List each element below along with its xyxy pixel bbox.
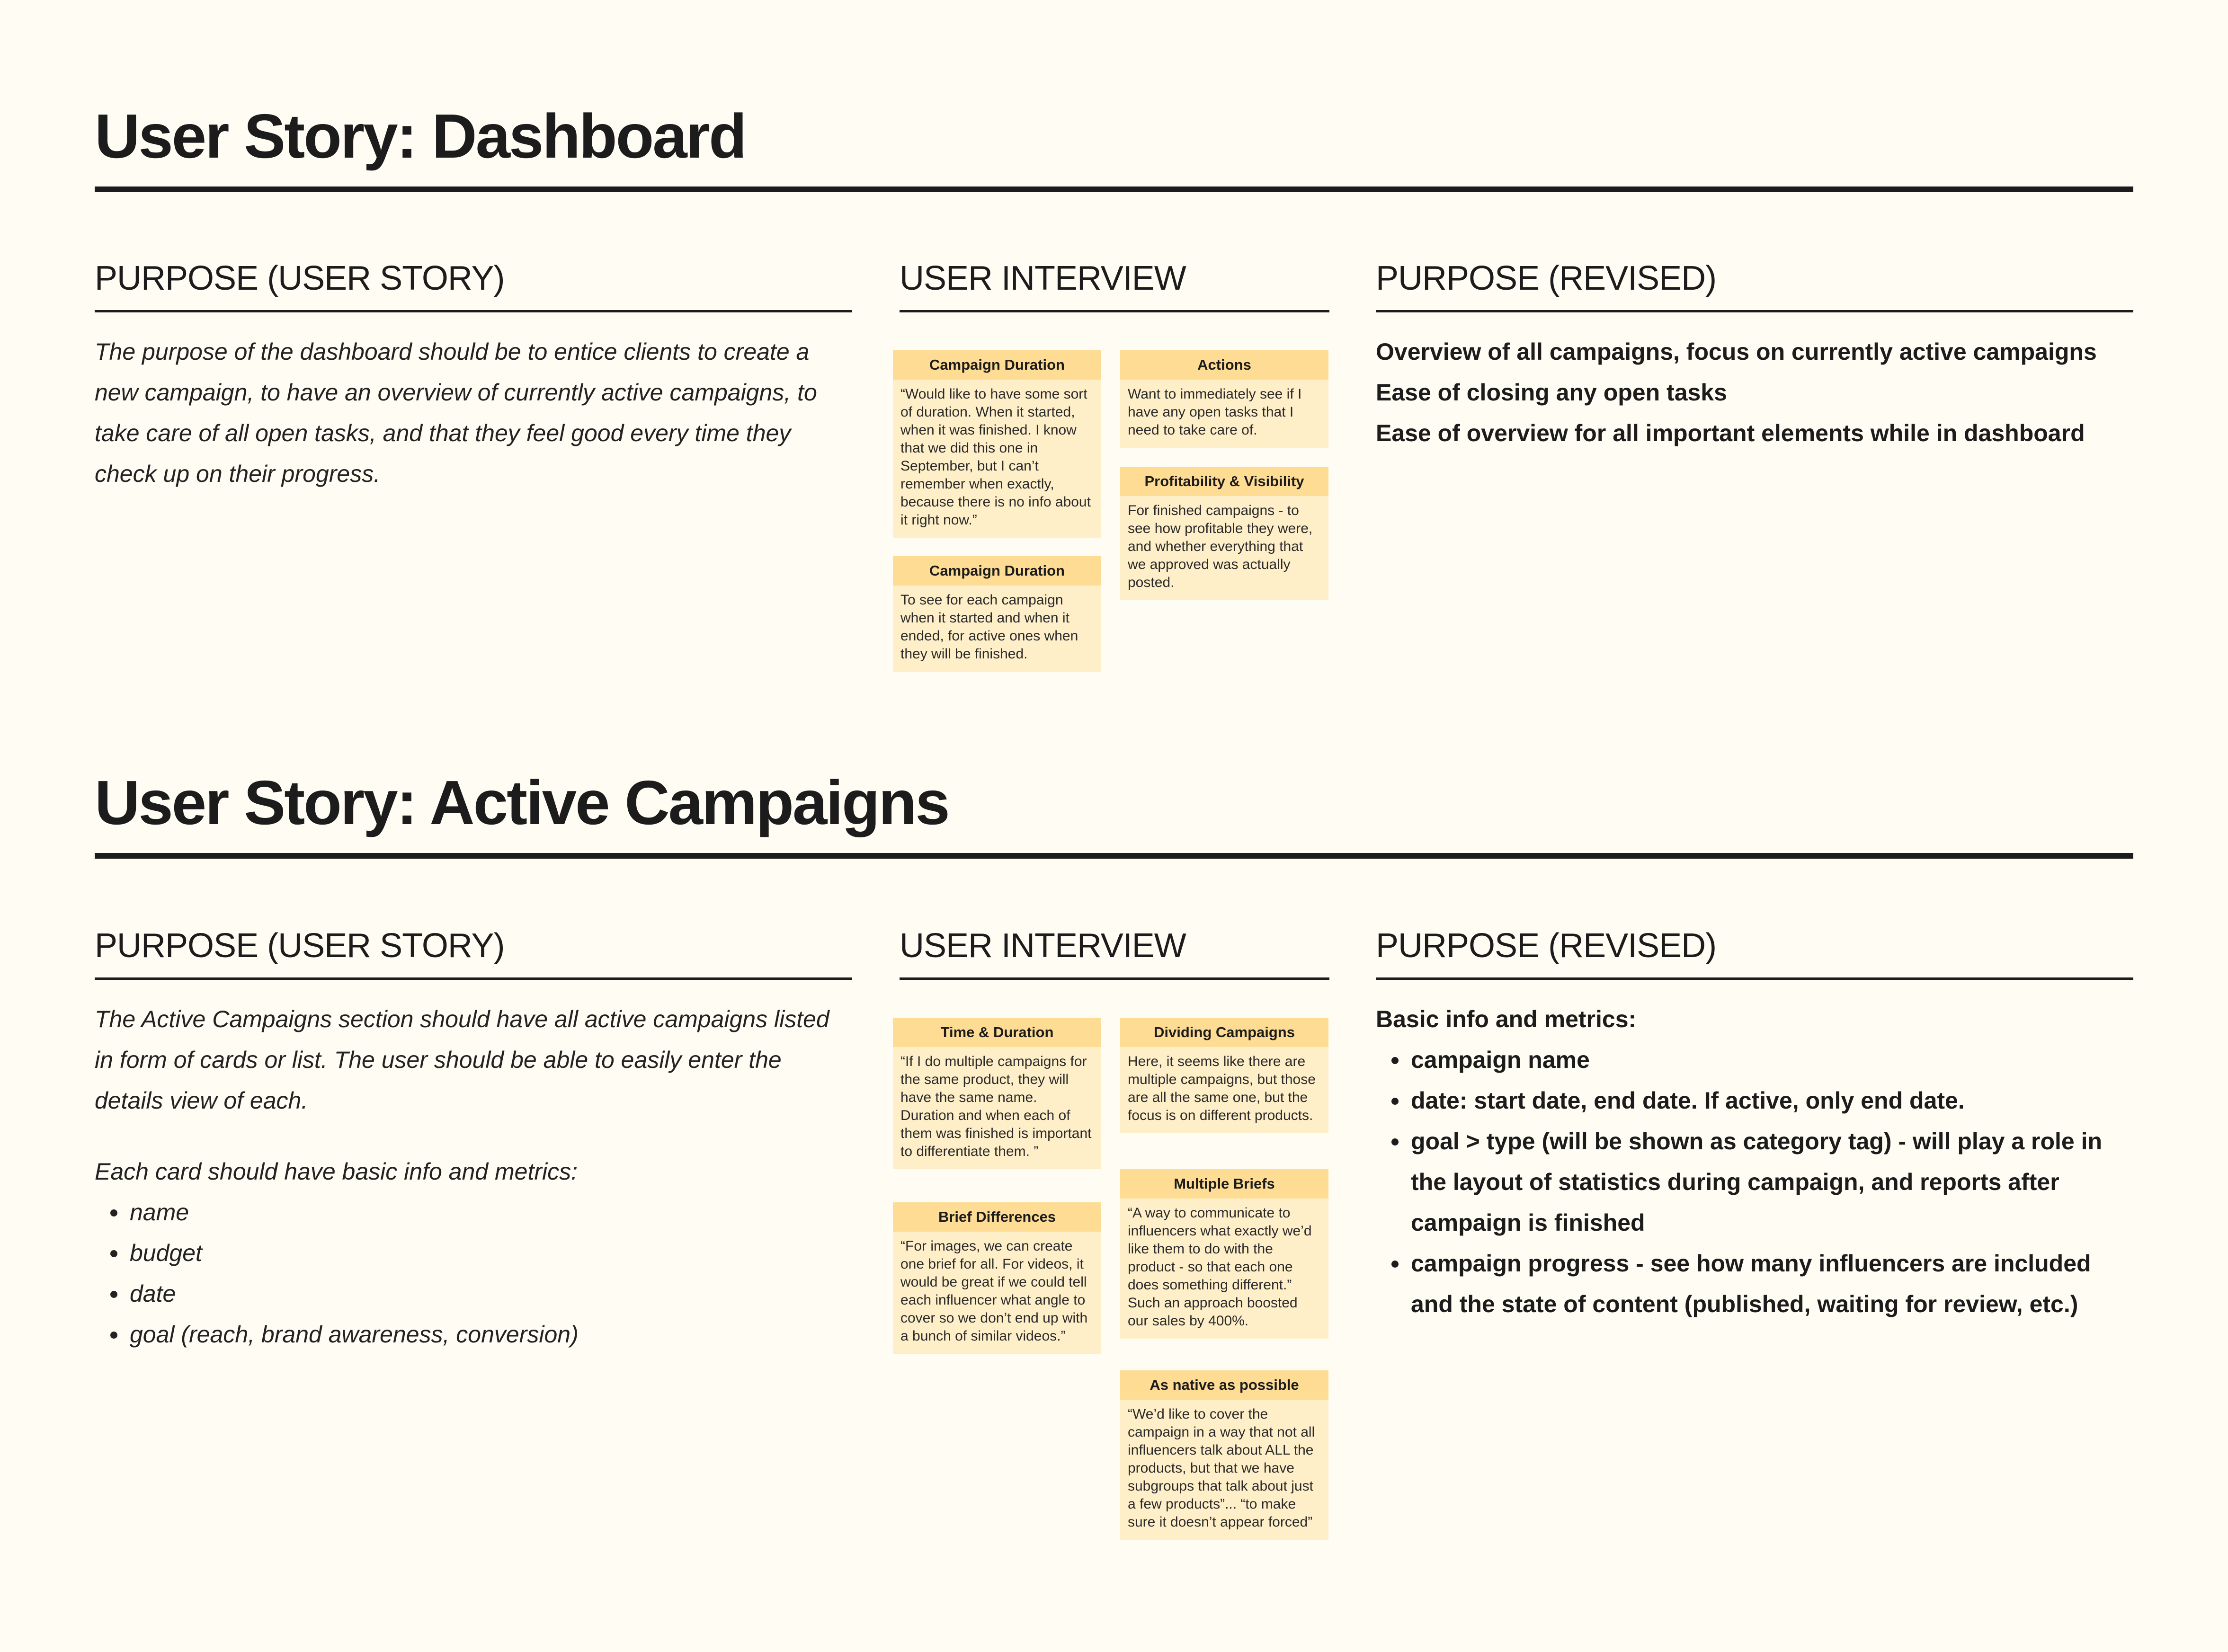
list-item: • campaign name xyxy=(1409,1039,2133,1080)
sticky-note-body: For finished campaigns - to see how profitable they were, and whether everything that we approved was actually posted. xyxy=(1128,503,1313,590)
sticky-note-title: Multiple Briefs xyxy=(1120,1169,1328,1199)
revised-intro: Basic info and metrics: xyxy=(1376,1006,1637,1032)
sticky-note-title: Campaign Duration xyxy=(893,350,1101,380)
sticky-note xyxy=(893,1018,1101,1169)
purpose-metrics-list xyxy=(95,1192,852,1355)
revised-purpose-block xyxy=(1376,999,2133,1324)
sticky-note-title: As native as possible xyxy=(1120,1370,1328,1400)
user-interview-heading: USER INTERVIEW xyxy=(900,927,1186,965)
list-item: • goal > type (will be shown as category tag) - will play a role in the layout of statistics during campaign, and reports after campaign is finished xyxy=(1409,1121,2133,1243)
revised-line: Overview of all campaigns, focus on currently active campaigns xyxy=(1376,338,2097,365)
sticky-note xyxy=(1120,350,1328,448)
sticky-note-body: “We’d like to cover the campaign in a way that not all influencers talk about ALL the products, but that we have subgroups that talk about just a few products”... “to make sure it doesn’t appear forced” xyxy=(1128,1406,1315,1530)
sticky-note-body: “For images, we can create one brief for all. For videos, it would be great if we could tell each influencer what angle to cover so we don’t end up with a bunch of similar videos.” xyxy=(900,1238,1088,1344)
heading-divider xyxy=(95,310,852,312)
sticky-note-body: Want to immediately see if I have any open tasks that I need to take care of. xyxy=(1128,386,1302,438)
sticky-note xyxy=(1120,1169,1328,1339)
heading-divider xyxy=(95,977,852,980)
revised-metrics-list xyxy=(1376,1039,2133,1324)
heading-divider xyxy=(900,977,1329,980)
sticky-note-title: Actions xyxy=(1120,350,1328,380)
revised-purpose-list xyxy=(1376,331,2133,453)
purpose-revised-heading: PURPOSE (REVISED) xyxy=(1376,259,1717,297)
revised-line: Ease of overview for all important elements while in dashboard xyxy=(1376,420,2085,446)
list-item: • campaign progress - see how many influencers are included and the state of content (published, waiting for review, etc.) xyxy=(1409,1243,2133,1324)
title-divider xyxy=(95,853,2133,859)
sticky-note-body: “If I do multiple campaigns for the same product, they will have the same name. Duration and when each of them was finished is important to differentiate them. ” xyxy=(900,1054,1092,1159)
purpose-text-block xyxy=(95,999,852,1355)
heading-divider xyxy=(1376,310,2133,312)
sticky-note-title: Dividing Campaigns xyxy=(1120,1018,1328,1047)
sticky-note xyxy=(893,556,1101,672)
sticky-note xyxy=(1120,1370,1328,1540)
list-item: • date: start date, end date. If active, only end date. xyxy=(1409,1080,2133,1121)
purpose-text: The Active Campaigns section should have all active campaigns listed in form of cards or list. The user should be able to easily enter the details view of each. xyxy=(95,1006,829,1114)
sticky-note-body: To see for each campaign when it started and when it ended, for active ones when they will be finished. xyxy=(900,592,1078,662)
purpose-revised-heading: PURPOSE (REVISED) xyxy=(1376,927,1717,965)
heading-divider xyxy=(1376,977,2133,980)
purpose-user-story-heading: PURPOSE (USER STORY) xyxy=(95,259,505,297)
title-divider xyxy=(95,187,2133,192)
section-title-dashboard: User Story: Dashboard xyxy=(95,101,746,171)
user-interview-heading: USER INTERVIEW xyxy=(900,259,1186,297)
sticky-note-title: Time & Duration xyxy=(893,1018,1101,1047)
sticky-note-body: Here, it seems like there are multiple campaigns, but those are all the same one, but the focus is on different products. xyxy=(1128,1054,1316,1123)
list-item: • goal (reach, brand awareness, conversion) xyxy=(128,1314,852,1355)
sticky-note-title: Profitability & Visibility xyxy=(1120,467,1328,496)
sticky-note xyxy=(893,350,1101,538)
heading-divider xyxy=(900,310,1329,312)
sticky-note-body: “Would like to have some sort of duration. When it started, when it was finished. I know that we did this one in September, but I can’t remember when exactly, because there is no info about it right now.” xyxy=(900,386,1091,528)
sticky-note xyxy=(1120,467,1328,600)
purpose-user-story-heading: PURPOSE (USER STORY) xyxy=(95,927,505,965)
sticky-note-title: Brief Differences xyxy=(893,1202,1101,1232)
purpose-text: The purpose of the dashboard should be to entice clients to create a new campaign, to have an overview of currently active campaigns, to take care of all open tasks, and that they feel good every time they check up on their progress. xyxy=(95,338,817,487)
list-item: • date xyxy=(128,1273,852,1314)
sticky-note-title: Campaign Duration xyxy=(893,556,1101,586)
sticky-note xyxy=(1120,1018,1328,1133)
sticky-note xyxy=(893,1202,1101,1354)
list-item: • budget xyxy=(128,1233,852,1273)
revised-line: Ease of closing any open tasks xyxy=(1376,379,1727,406)
purpose-text-intro: Each card should have basic info and metrics: xyxy=(95,1158,578,1185)
list-item: • name xyxy=(128,1192,852,1233)
section-title-active-campaigns: User Story: Active Campaigns xyxy=(95,768,949,837)
sticky-note-body: “A way to communicate to influencers what exactly we’d like them to do with the product - so that each one does something different.” Such an approach boosted our sales by 400%. xyxy=(1128,1205,1312,1329)
